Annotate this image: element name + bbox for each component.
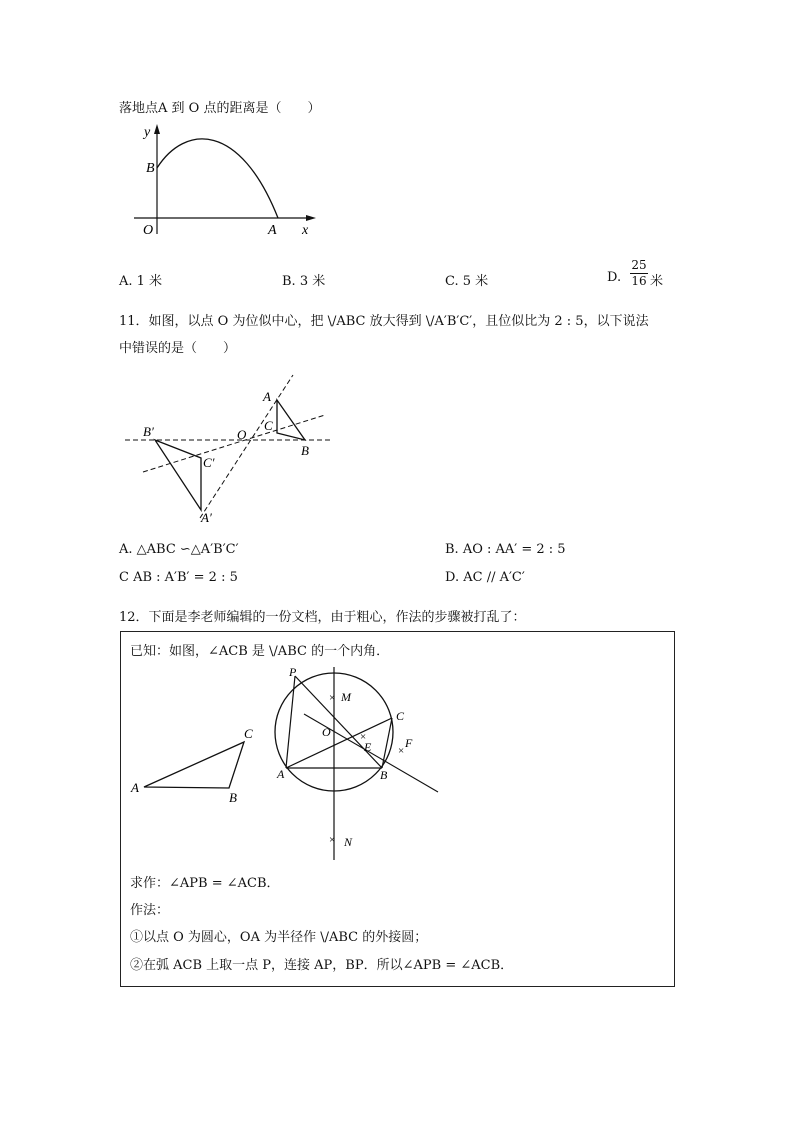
point-a-label: A — [263, 389, 271, 404]
point-b-label: B — [380, 768, 388, 782]
q11-line1: 11．如图，以点 O 为位似中心，把 \/ABC 放大得到 \/A′B′C′，且位似比为 2 : 5，以下说法 — [119, 314, 649, 329]
y-axis-label: y — [144, 125, 151, 140]
point-o-label: O — [322, 725, 331, 739]
svg-text:×: × — [360, 731, 367, 743]
q12-construction-figure — [266, 662, 451, 862]
q12-find: 求作：∠APB = ∠ACB． — [130, 876, 280, 891]
q11-option-a: A. △ABC ∽△A′B′C′ — [119, 542, 239, 557]
svg-text:×: × — [329, 692, 336, 704]
q10-option-a: A. 1 米 — [119, 274, 163, 289]
q12-line1: 12．下面是李老师编辑的一份文档，由于粗心，作法的步骤被打乱了： — [119, 610, 526, 625]
origin-label: O — [143, 223, 154, 238]
point-f-label: F — [405, 736, 413, 750]
point-b-prime-label: B′ — [143, 424, 154, 439]
q10-option-d-unit: 米 — [650, 274, 664, 289]
q10-option-b: B. 3 米 — [282, 274, 326, 289]
point-e-label: E — [364, 740, 372, 754]
point-a-label: A — [277, 767, 285, 781]
svg-text:×: × — [329, 834, 336, 846]
point-c-prime-label: C′ — [203, 455, 215, 470]
point-b-label: B — [146, 161, 155, 176]
q11-option-d: D. AC // A′C′ — [445, 570, 525, 585]
fraction-numerator: 25 — [631, 258, 647, 272]
q12-method: 作法： — [130, 903, 170, 918]
q11-option-b: B. AO : AA′ = 2 : 5 — [445, 542, 566, 557]
point-a-label: A — [268, 223, 277, 238]
q12-given: 已知：如图，∠ACB 是 \/ABC 的一个内角． — [130, 644, 390, 659]
point-a-label: A — [131, 780, 139, 795]
svg-text:×: × — [398, 745, 405, 757]
point-c-label: C — [244, 726, 253, 741]
point-p-label: P — [289, 665, 297, 679]
q12-step2: ②在弧 ACB 上取一点 P，连接 AP，BP．所以∠APB = ∠ACB． — [130, 958, 514, 973]
q10-intro: 落地点A 到 O 点的距离是（ ） — [119, 101, 321, 116]
x-axis-label: x — [302, 223, 309, 238]
point-a-prime-label: A′ — [201, 510, 212, 525]
q12-step1: ①以点 O 为圆心，OA 为半径作 \/ABC 的外接圆； — [130, 930, 428, 945]
point-b-label: B — [229, 790, 237, 802]
q10-option-d-prefix: D. — [607, 270, 622, 285]
q10-parabola-graph — [130, 122, 330, 242]
point-c-label: C — [264, 418, 273, 433]
fraction-denominator: 16 — [631, 274, 647, 288]
point-o-label: O — [237, 427, 247, 442]
q11-option-c: C AB : A′B′ = 2 : 5 — [119, 570, 238, 585]
q12-document-box — [120, 631, 675, 987]
q10-option-d-fraction — [630, 258, 648, 288]
q11-line2: 中错误的是（ ） — [119, 341, 237, 356]
point-m-label: M — [341, 690, 351, 704]
q11-homothety-figure — [115, 370, 345, 530]
q10-option-c: C. 5 米 — [445, 274, 489, 289]
q12-triangle-figure — [126, 722, 256, 802]
point-n-label: N — [344, 835, 353, 849]
point-b-label: B — [301, 443, 309, 458]
point-c-label: C — [396, 709, 405, 723]
